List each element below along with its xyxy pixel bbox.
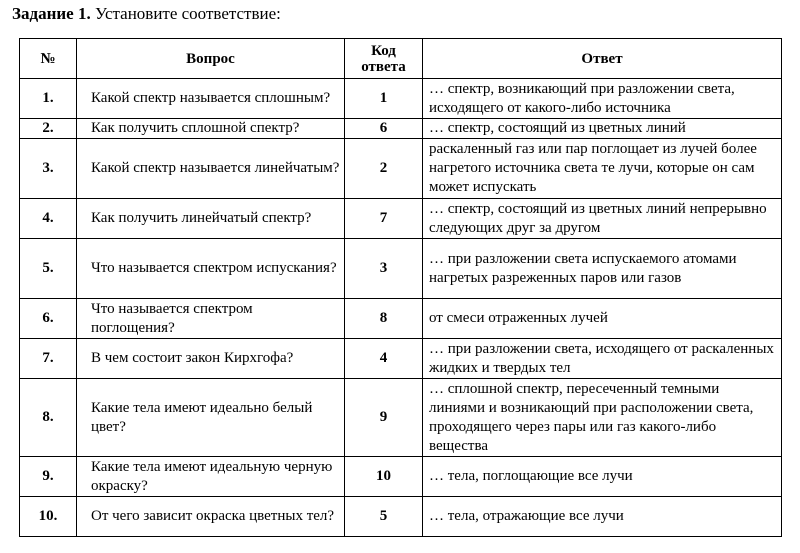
row-number: 7.: [20, 339, 77, 379]
task-label: Задание 1.: [12, 4, 91, 23]
row-question: Как получить сплошной спектр?: [77, 119, 345, 139]
row-answer: … спектр, возникающий при разложении света, исходящего от какого-либо источника: [423, 79, 782, 119]
row-answer: … при разложении света испускаемого атомами нагретых разреженных паров или газов: [423, 239, 782, 299]
table-row: [20, 457, 782, 497]
table-row: [20, 497, 782, 537]
row-code: 9: [345, 379, 423, 457]
row-code: 2: [345, 139, 423, 199]
page-title: [12, 4, 281, 24]
row-number: 2.: [20, 119, 77, 139]
row-code: 4: [345, 339, 423, 379]
table-header-row: [20, 39, 782, 79]
row-answer: … при разложении света, исходящего от раскаленных жидких и твердых тел: [423, 339, 782, 379]
row-code: 8: [345, 299, 423, 339]
table-row: [20, 339, 782, 379]
row-answer: … спектр, состоящий из цветных линий: [423, 119, 782, 139]
row-answer: раскаленный газ или пар поглощает из лучей более нагретого источника света те лучи, которые он сам может испускать: [423, 139, 782, 199]
table-row: [20, 239, 782, 299]
row-answer: … сплошной спектр, пересеченный темными линиями и возникающий при расположении света, проходящего через пары или газ какого-либо вещества: [423, 379, 782, 457]
row-answer: … тела, отражающие все лучи: [423, 497, 782, 537]
table-row: [20, 79, 782, 119]
row-answer: от смеси отраженных лучей: [423, 299, 782, 339]
row-question: Что называется спектром поглощения?: [77, 299, 345, 339]
row-question: От чего зависит окраска цветных тел?: [77, 497, 345, 537]
row-code: 10: [345, 457, 423, 497]
row-number: 5.: [20, 239, 77, 299]
row-question: Какой спектр называется линейчатым?: [77, 139, 345, 199]
task-instruction: Установите соответствие:: [90, 4, 281, 23]
row-number: 1.: [20, 79, 77, 119]
row-question: Какой спектр называется сплошным?: [77, 79, 345, 119]
row-question: В чем состоит закон Кирхгофа?: [77, 339, 345, 379]
table-row: [20, 119, 782, 139]
header-number: №: [20, 39, 77, 79]
table-row: [20, 299, 782, 339]
header-answer: Ответ: [423, 39, 782, 79]
header-code: Код ответа: [345, 39, 423, 79]
matching-table: [19, 38, 782, 537]
row-number: 4.: [20, 199, 77, 239]
row-answer: … тела, поглощающие все лучи: [423, 457, 782, 497]
row-question: Какие тела имеют идеальную черную окраску?: [77, 457, 345, 497]
row-number: 3.: [20, 139, 77, 199]
header-question: Вопрос: [77, 39, 345, 79]
row-question: Как получить линейчатый спектр?: [77, 199, 345, 239]
row-code: 1: [345, 79, 423, 119]
row-code: 3: [345, 239, 423, 299]
row-question: Что называется спектром испускания?: [77, 239, 345, 299]
row-question: Какие тела имеют идеально белый цвет?: [77, 379, 345, 457]
row-answer: … спектр, состоящий из цветных линий непрерывно следующих друг за другом: [423, 199, 782, 239]
row-code: 5: [345, 497, 423, 537]
row-number: 9.: [20, 457, 77, 497]
row-number: 8.: [20, 379, 77, 457]
row-number: 10.: [20, 497, 77, 537]
row-code: 6: [345, 119, 423, 139]
table-row: [20, 199, 782, 239]
row-number: 6.: [20, 299, 77, 339]
row-code: 7: [345, 199, 423, 239]
table-row: [20, 139, 782, 199]
table-row: [20, 379, 782, 457]
